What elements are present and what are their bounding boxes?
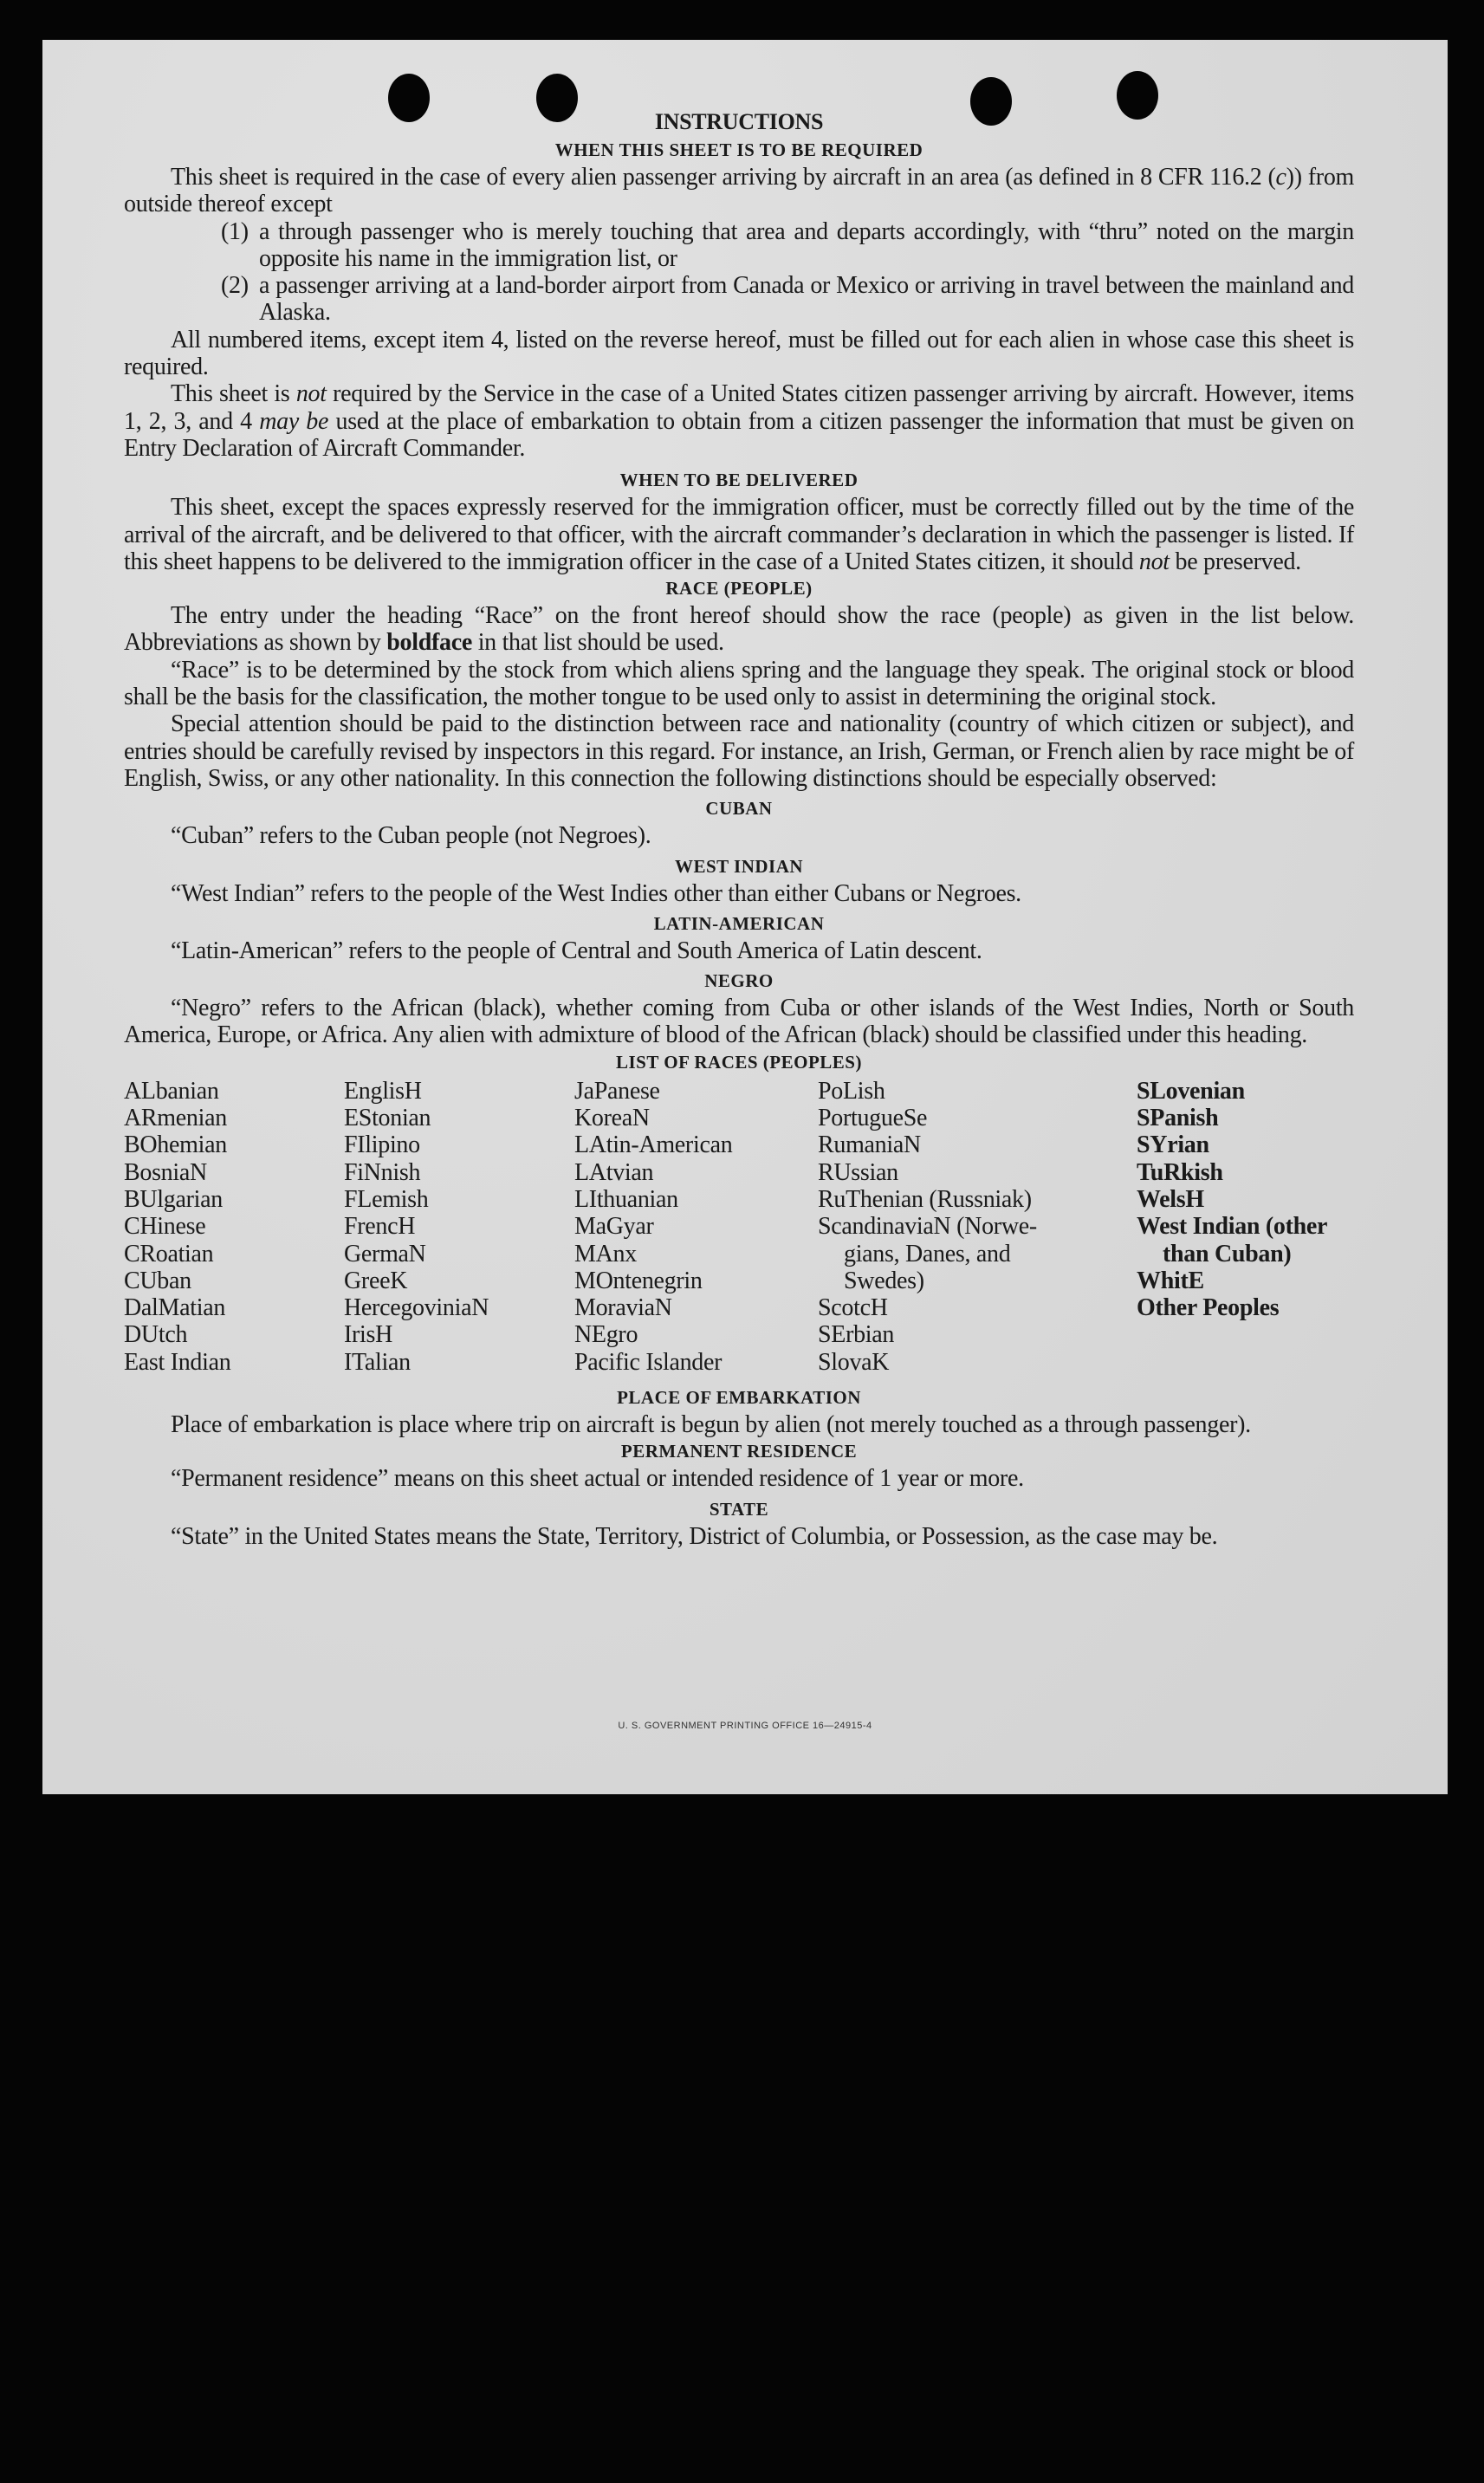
race-entry: DUtch — [124, 1321, 188, 1349]
race-entry: JaPanese — [574, 1077, 660, 1105]
race-entry: CUban — [124, 1267, 191, 1294]
race-entry: LAtin-American — [574, 1131, 733, 1159]
race-entry: BOhemian — [124, 1131, 227, 1159]
heading-delivered: WHEN TO BE DELIVERED — [619, 470, 859, 491]
race-entry: West Indian (other — [1137, 1213, 1328, 1241]
heading-race: RACE (PEOPLE) — [665, 578, 813, 600]
race-entry: WhitE — [1137, 1267, 1204, 1294]
race-entry: Swedes) — [844, 1267, 924, 1294]
item-text: a passenger arriving at a land-border airport from Canada or Mexico or arriving in travel between the mainland and Alaska. — [259, 272, 1354, 327]
race-entry: ALbanian — [124, 1077, 219, 1105]
race-entry: RumaniaN — [818, 1131, 921, 1159]
race-entry: East Indian — [124, 1348, 231, 1376]
race-entry: EStonian — [344, 1105, 431, 1132]
heading-cuban: CUBAN — [705, 798, 773, 820]
race-entry: FLemish — [344, 1185, 429, 1213]
text: required by the Service in the case of a United States citizen passenger arriving by aircraft. However, items 1, 2, 3, and 4 — [124, 380, 1354, 435]
paragraph: “West Indian” refers to the people of the West Indies other than either Cubans or Negroes. — [171, 879, 1021, 907]
race-entry: KoreaN — [574, 1105, 650, 1132]
text: This sheet is required in the case of every alien passenger arriving by aircraft in an area (as defined in 8 CFR 116.2 ( — [171, 164, 1276, 191]
race-entry: GermaN — [344, 1240, 426, 1267]
race-entry: SErbian — [818, 1321, 895, 1349]
race-entry: than Cuban) — [1163, 1240, 1292, 1267]
race-entry: IrisH — [344, 1321, 393, 1349]
race-entry: EnglisH — [344, 1077, 422, 1105]
text: The entry under the heading “Race” on the front hereof should show the race (people) as given in the list below. Abbreviations as shown by — [124, 602, 1354, 657]
race-entry: ARmenian — [124, 1105, 227, 1132]
text: may be — [259, 407, 329, 435]
race-entry: CHinese — [124, 1213, 206, 1241]
paragraph — [124, 380, 1354, 462]
race-entry: WelsH — [1137, 1185, 1204, 1213]
paragraph: “Race” is to be determined by the stock from which aliens spring and the language they speak. The original stock or blood shall be the basis for the classification, the mother tongue to be used only to assist in determining the original stock. — [124, 656, 1354, 711]
text: be preserved. — [1169, 548, 1301, 575]
race-entry: FrencH — [344, 1213, 416, 1241]
text: c — [1275, 164, 1286, 191]
item-number: (1) — [221, 217, 249, 245]
text: not — [295, 380, 327, 408]
race-entry: BUlgarian — [124, 1185, 223, 1213]
list-item — [221, 272, 1354, 327]
text: not — [1138, 548, 1170, 575]
paragraph: “Latin-American” refers to the people of Central and South America of Latin descent. — [171, 937, 982, 964]
race-entry: GreeK — [344, 1267, 408, 1294]
text: in that list should be used. — [472, 629, 724, 657]
instructions-body — [124, 107, 1354, 1550]
heading-state: STATE — [709, 1498, 769, 1520]
race-entry: MOntenegrin — [574, 1267, 703, 1294]
race-entry: NEgro — [574, 1321, 638, 1349]
paragraph: Special attention should be paid to the distinction between race and nationality (country of which citizen or subject), and entries should be carefully revised by inspectors in this regard. For instance, an Irish, German, or French alien by race might be of English, Swiss, or any other nationality. In this connection the following distinctions should be especially observed: — [124, 710, 1354, 792]
list-item — [221, 218, 1354, 273]
race-entry: TuRkish — [1137, 1158, 1223, 1186]
race-entry: MaGyar — [574, 1213, 654, 1241]
paragraph: “Permanent residence” means on this sheet actual or intended residence of 1 year or more. — [171, 1465, 1024, 1493]
text: This sheet, except the spaces expressly reserved for the immigration officer, must be correctly filled out by the time of the arrival of the aircraft, and be delivered to that officer, with the aircraft commander’s declaration in which the passenger is listed. If this sheet happens to be delivered to the immigration officer in the case of a United States citizen, it should — [124, 494, 1354, 575]
heading-list-of-races: LIST OF RACES (PEOPLES) — [616, 1051, 862, 1073]
race-entry: MAnx — [574, 1240, 637, 1267]
race-entry: FiNnish — [344, 1158, 421, 1186]
race-entry: SlovaK — [818, 1348, 890, 1376]
text: boldface — [386, 629, 472, 657]
heading-latin-american: LATIN-AMERICAN — [653, 912, 825, 934]
race-entry: CRoatian — [124, 1240, 214, 1267]
text: used at the place of embarkation to obtain from a citizen passenger the information that must be given on Entry Declaration of Aircraft Commander. — [124, 407, 1354, 462]
race-entry: RUssian — [818, 1158, 898, 1186]
race-entry: HercegoviniaN — [344, 1294, 489, 1322]
paragraph: Place of embarkation is place where trip on aircraft is begun by alien (not merely touched as a through passenger). — [171, 1410, 1251, 1438]
race-entry: LAtvian — [574, 1158, 654, 1186]
text: This sheet is — [171, 380, 296, 408]
text: )) from outside thereof except — [124, 164, 1354, 218]
race-entry: DalMatian — [124, 1294, 226, 1322]
race-entry: SPanish — [1137, 1105, 1219, 1132]
races-column — [344, 1078, 574, 1376]
race-entry: MoraviaN — [574, 1294, 672, 1322]
paragraph: All numbered items, except item 4, listed on the reverse hereof, must be filled out for each alien in whose case this sheet is required. — [124, 326, 1354, 381]
race-entry: ScotcH — [818, 1294, 888, 1322]
heading-required: WHEN THIS SHEET IS TO BE REQUIRED — [554, 139, 923, 160]
page-title: INSTRUCTIONS — [654, 109, 824, 134]
paragraph — [124, 494, 1354, 575]
heading-residence: PERMANENT RESIDENCE — [620, 1441, 858, 1462]
race-entry: FIlipino — [344, 1131, 420, 1159]
printer-imprint: U. S. GOVERNMENT PRINTING OFFICE 16—24915-4 — [618, 1721, 872, 1731]
race-entry: Pacific Islander — [574, 1348, 723, 1376]
races-column — [818, 1078, 1137, 1376]
race-entry: BosniaN — [124, 1158, 207, 1186]
race-entry: SLovenian — [1137, 1077, 1245, 1105]
race-entry: Other Peoples — [1137, 1294, 1280, 1322]
race-entry: PortugueSe — [818, 1105, 928, 1132]
heading-negro: NEGRO — [704, 970, 774, 992]
item-number: (2) — [221, 272, 249, 300]
paragraph: “Cuban” refers to the Cuban people (not Negroes). — [171, 822, 651, 850]
paragraph — [124, 602, 1354, 657]
item-text: a through passenger who is merely touching that area and departs accordingly, with “thru” noted on the margin opposite his name in the immigration list, or — [259, 217, 1354, 272]
race-entry: RuThenian (Russniak) — [818, 1185, 1032, 1213]
paragraph: “Negro” refers to the African (black), whether coming from Cuba or other islands of the West Indies, North or South America, Europe, or Africa. Any alien with admixture of blood of the African (black) should be classified under this heading. — [124, 995, 1354, 1049]
paragraph — [124, 164, 1354, 218]
paragraph: “State” in the United States means the State, Territory, District of Columbia, or Possession, as the case may be. — [171, 1522, 1218, 1550]
races-column — [124, 1078, 344, 1376]
race-entry: gians, Danes, and — [844, 1240, 1011, 1267]
race-entry: SYrian — [1137, 1131, 1209, 1159]
heading-embarkation: PLACE OF EMBARKATION — [617, 1386, 861, 1408]
race-entry: LIthuanian — [574, 1185, 678, 1213]
race-entry: ScandinaviaN (Norwe- — [818, 1213, 1037, 1241]
document-page — [42, 40, 1448, 1794]
races-column — [1137, 1078, 1353, 1376]
heading-west-indian: WEST INDIAN — [674, 855, 804, 877]
races-column — [574, 1078, 818, 1376]
race-entry: ITalian — [344, 1348, 411, 1376]
races-list — [124, 1078, 1354, 1376]
race-entry: PoLish — [818, 1077, 885, 1105]
